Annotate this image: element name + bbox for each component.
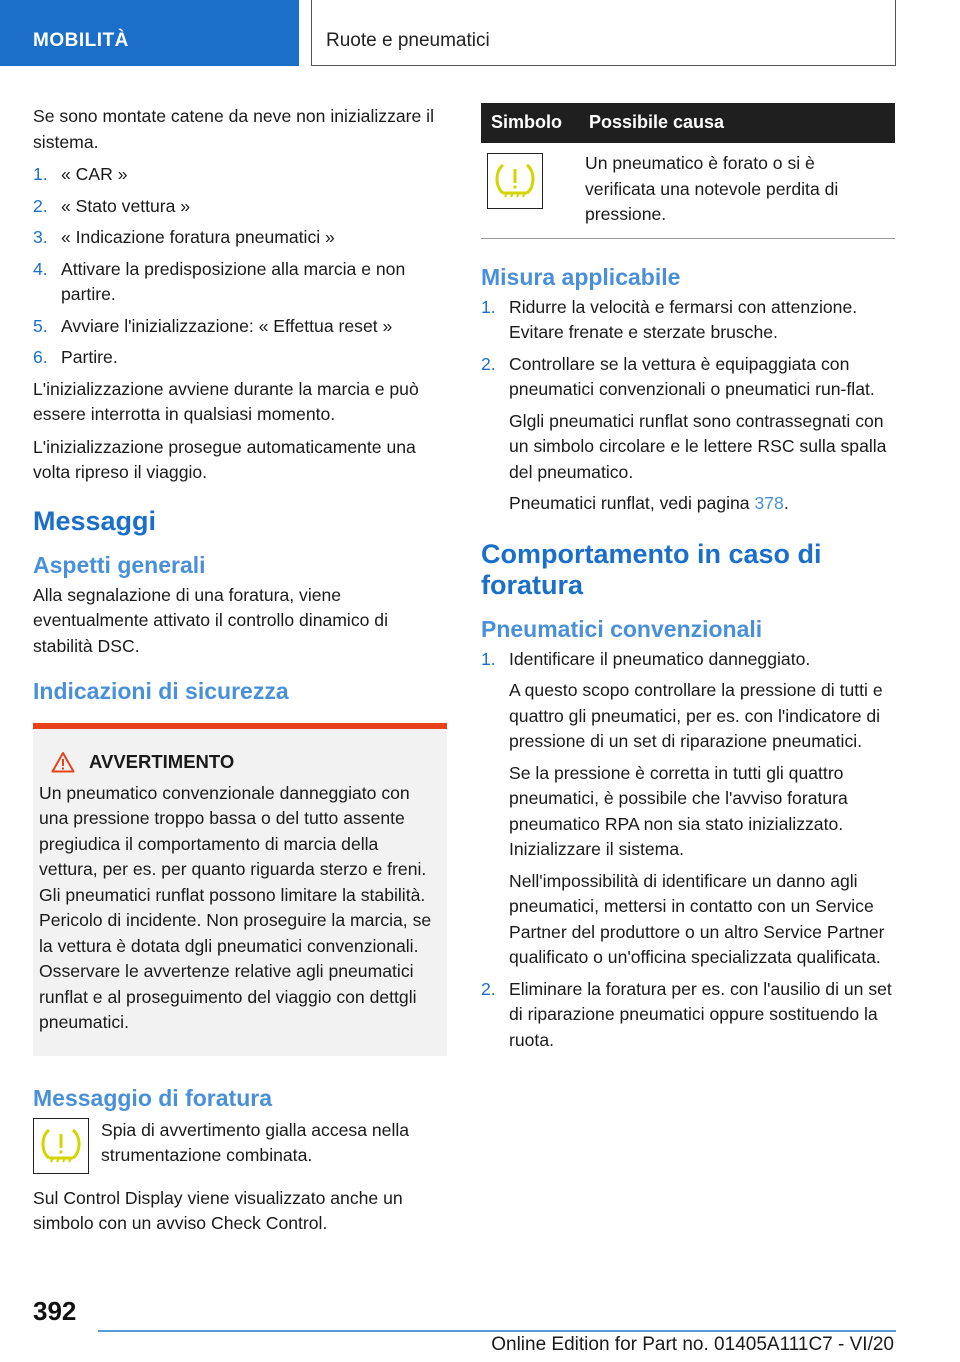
step-text: Controllare se la vettura è equipaggiata con pneumatici convenzionali o pneumatici run-flat. — [509, 353, 875, 399]
tpms-warning-icon — [33, 1118, 89, 1174]
foratura-heading: Messaggio di foratura — [33, 1084, 272, 1111]
step-number: 1. — [481, 296, 496, 317]
page-header — [0, 0, 960, 66]
warning-header — [39, 749, 441, 775]
right-column — [481, 103, 895, 1059]
reference-suffix: . — [783, 493, 789, 513]
symbol-table — [481, 103, 895, 239]
step-number: 1. — [481, 648, 496, 669]
step-number: 2. — [33, 195, 48, 216]
column-header-symbol: Simbolo — [491, 112, 562, 133]
step-text: Ridurre la velocità e fermarsi con attenzione. Evitare frenate e sterzate brusche. — [509, 296, 858, 342]
init-info-text: L'inizializzazione avviene durante la marcia e può essere interrotta in qualsiasi momento. — [33, 378, 419, 424]
step-number: 2. — [481, 978, 496, 999]
step-number: 2. — [481, 353, 496, 374]
list-item — [33, 225, 447, 251]
step-number: 1. — [33, 164, 48, 184]
foratura-text: Sul Control Display viene visualizzato anche un simbolo con un avviso Check Control. — [33, 1187, 403, 1233]
symbol-cell — [481, 143, 579, 238]
runflat-reference — [509, 491, 895, 517]
list-item — [33, 162, 447, 188]
init-steps-list — [33, 162, 447, 371]
misura-heading: Misura applicabile — [481, 263, 681, 290]
misura-steps-list — [481, 295, 895, 517]
aspetti-text: Alla segnalazione di una foratura, viene eventualmente attivato il controllo dinamico di stabilità DSC. — [33, 584, 389, 656]
step-text: Partire. — [61, 347, 118, 367]
list-item — [33, 257, 447, 308]
comportamento-heading: Comportamento in caso di foratura — [481, 538, 822, 600]
list-item — [481, 352, 895, 517]
warning-triangle-icon — [51, 751, 75, 773]
chapter-tab — [311, 0, 896, 66]
list-item — [481, 295, 895, 346]
list-item — [33, 194, 447, 220]
sicurezza-heading: Indicazioni di sicurezza — [33, 678, 289, 704]
aspetti-heading: Aspetti generali — [33, 551, 206, 578]
list-item — [33, 345, 447, 371]
list-item — [481, 647, 895, 971]
init-continue-text: L'inizializzazione prosegue automaticamente una volta ripreso il viaggio. — [33, 436, 416, 482]
step-text: « CAR » — [61, 164, 128, 184]
edition-text: Online Edition for Part no. 01405A111C7 - VI/20 — [491, 1334, 894, 1355]
list-item — [481, 977, 895, 1054]
intro-text: Se sono montate catene da neve non inizializzare il sistema. — [33, 106, 434, 152]
list-item — [33, 314, 447, 340]
step-text: Eliminare la foratura per es. con l'ausilio di un set di riparazione pneumatici oppure sostituendo la ruota. — [509, 978, 892, 1050]
step-text: Avviare l'inizializzazione: « Effettua reset » — [61, 315, 393, 336]
convenzionali-heading: Pneumatici convenzionali — [481, 615, 763, 642]
warning-text: Un pneumatico convenzionale danneggiato con una pressione troppo bassa o del tutto assente pregiudica il comportamento di marcia della vettura, per es. per quanto riguarda sterzo e freni. Gli pneumatici runflat possono limitare la stabilità. Pericolo di incidente. Non proseguire la marcia, se la vettura è dotata dgli pneumatici convenzionali. Osservare le avvertenze relative agli pneumatici runflat e al proseguimento del viaggio con dettgli pneumatici. — [39, 782, 432, 1032]
pressure-check-text: A questo scopo controllare la pressione di tutti e quattro gli pneumatici, per es. con l'indicatore di pressione di un set di riparazione pneumatici. — [509, 680, 883, 751]
cause-cell: Un pneumatico è forato o si è verificata una notevole perdita di pressione. — [579, 143, 895, 238]
footer-divider — [98, 1330, 896, 1332]
foratura-icon-text: Spia di avvertimento gialla accesa nella strumentazione combinata. — [101, 1119, 410, 1165]
step-text: « Indicazione foratura pneumatici » — [61, 227, 335, 247]
runflat-marking-text: Glgli pneumatici runflat sono contrassegnati con un simbolo circolare e le lettere RSC sulla spalla del pneumatico. — [509, 410, 887, 482]
section-title: MOBILITÀ — [33, 30, 129, 51]
table-row — [481, 143, 895, 238]
step-number: 5. — [33, 315, 48, 336]
section-tab[interactable] — [0, 0, 299, 66]
step-text: Identificare il pneumatico danneggiato. — [509, 648, 811, 669]
step-text: Attivare la predisposizione alla marcia e non partire. — [61, 258, 406, 304]
step-text: « Stato vettura » — [61, 195, 191, 216]
rpa-init-text: Se la pressione è corretta in tutti gli quattro pneumatici, è possibile che l'avviso foratura pneumatico RPA non sia stato inizializzato. Inizializzare il sistema. — [509, 762, 848, 859]
warning-box — [33, 723, 447, 1056]
warning-title: AVVERTIMENTO — [89, 751, 235, 772]
chapter-title: Ruote e pneumatici — [326, 30, 490, 51]
table-header-row — [481, 103, 895, 143]
column-header-cause: Possibile causa — [589, 112, 725, 133]
foratura-icon-row — [33, 1118, 447, 1174]
page-link[interactable]: 378 — [754, 493, 784, 513]
messaggi-heading: Messaggi — [33, 505, 157, 536]
step-number: 6. — [33, 347, 48, 367]
step-number: 3. — [33, 227, 48, 247]
service-partner-text: Nell'impossibilità di identificare un danno agli pneumatici, mettersi in contatto con un Service Partner del produttore o un altro Service Partner qualificato o un'officina specializzata qualificata. — [509, 870, 885, 967]
reference-prefix: Pneumatici runflat, vedi pagina — [509, 493, 755, 513]
step-number: 4. — [33, 258, 48, 279]
tpms-warning-icon — [487, 153, 543, 209]
conv-steps-list — [481, 647, 895, 1054]
page-number: 392 — [33, 1296, 77, 1326]
left-column — [33, 104, 447, 1244]
